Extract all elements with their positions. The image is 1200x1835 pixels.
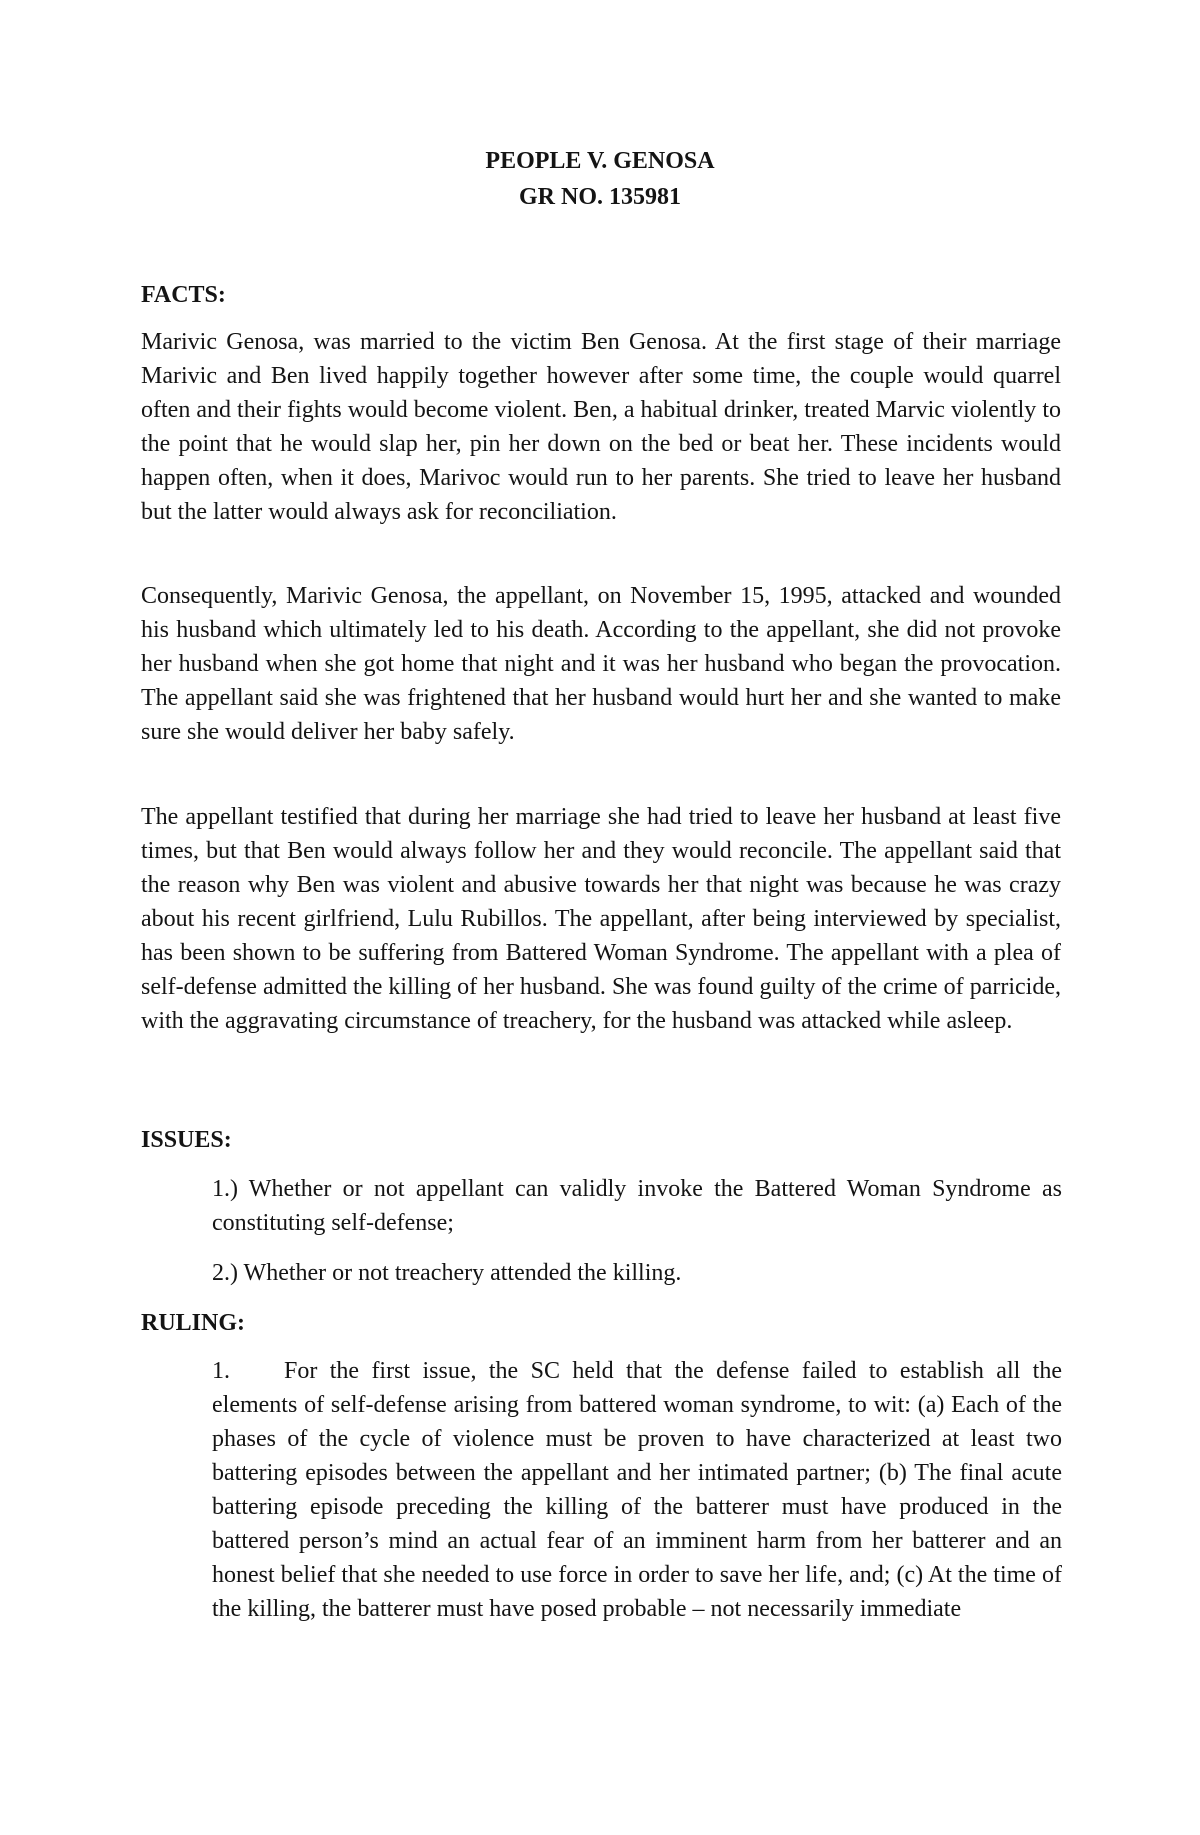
document-title-block — [0, 143, 1200, 215]
issue-item-2: 2.) Whether or not treachery attended the killing. — [212, 1260, 682, 1286]
issues-heading: ISSUES: — [141, 1127, 232, 1153]
ruling-item-text: For the first issue, the SC held that the defense failed to establish all the elements of self-defense arising from battered woman syndrome, to wit: (a) Each of the phases of the cycle of violence must be proven to have characterized at least two battering episodes between the appellant and her intimated partner; (b) The final acute battering episode preceding the killing of the batterer must have produced in the battered person’s mind an actual fear of an imminent harm from her batterer and an honest belief that she needed to use force in order to save her life, and; (c) At the time of the killing, the batterer must have posed probable – not necessarily immediate — [212, 1358, 1062, 1622]
ruling-item-number: 1. — [212, 1358, 230, 1384]
facts-paragraph-3: The appellant testified that during her marriage she had tried to leave her husband at least five times, but that Ben would always follow her and they would reconcile. The appellant said that the reason why Ben was violent and abusive towards her that night was because he was crazy about his recent girlfriend, Lulu Rubillos. The appellant, after being interviewed by specialist, has been shown to be suffering from Battered Woman Syndrome. The appellant with a plea of self-defense admitted the killing of her husband. She was found guilty of the crime of parricide, with the aggravating circumstance of treachery, for the husband was attacked while asleep. — [141, 804, 1061, 1034]
case-title: PEOPLE V. GENOSA — [485, 148, 715, 174]
ruling-item-1 — [212, 1354, 1062, 1626]
facts-paragraph-2: Consequently, Marivic Genosa, the appellant, on November 15, 1995, attacked and wounded his husband which ultimately led to his death. According to the appellant, she did not provoke her husband when she got home that night and it was her husband who began the provocation. The appellant said she was frightened that her husband would hurt her and she wanted to make sure she would deliver her baby safely. — [141, 583, 1061, 745]
facts-paragraph-1: Marivic Genosa, was married to the victim Ben Genosa. At the first stage of their marriage Marivic and Ben lived happily together however after some time, the couple would quarrel often and their fights would become violent. Ben, a habitual drinker, treated Marvic violently to the point that he would slap her, pin her down on the bed or beat her. These incidents would happen often, when it does, Marivoc would run to her parents. She tried to leave her husband but the latter would always ask for reconciliation. — [141, 329, 1061, 525]
case-number: GR NO. 135981 — [519, 184, 681, 210]
issue-item-1: 1.) Whether or not appellant can validly invoke the Battered Woman Syndrome as constituting self-defense; — [212, 1176, 1062, 1236]
facts-heading: FACTS: — [141, 282, 226, 308]
ruling-heading: RULING: — [141, 1310, 246, 1336]
